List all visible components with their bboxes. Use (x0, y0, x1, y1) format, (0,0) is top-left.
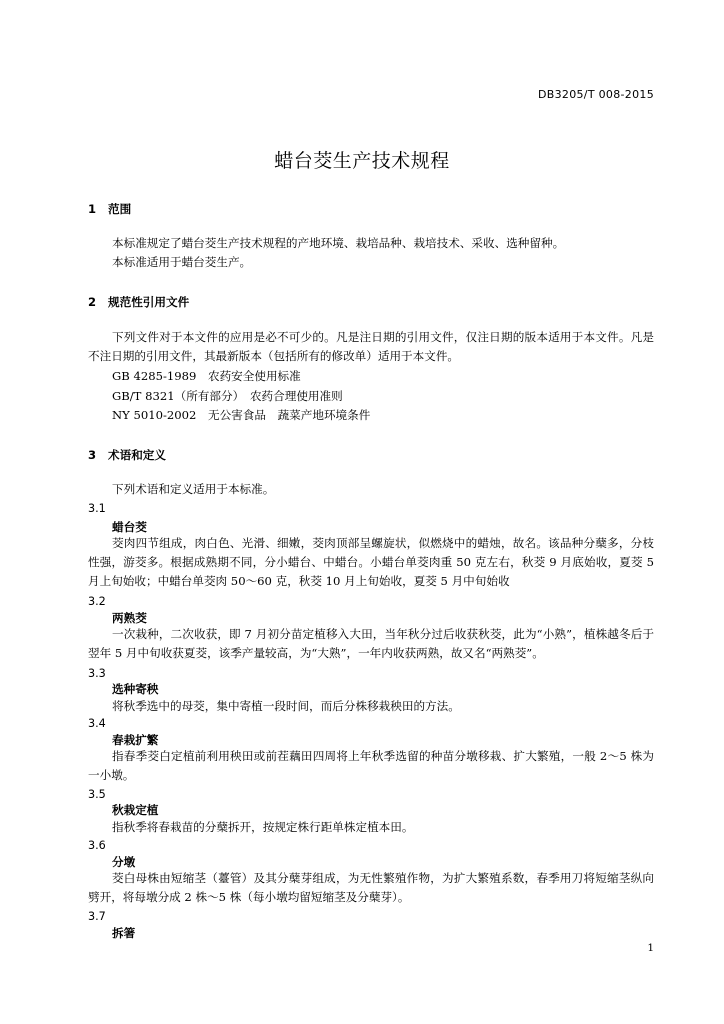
term-name: 春栽扩繁 (112, 733, 159, 747)
term-name: 两熟茭 (112, 611, 147, 625)
term-name: 秋栽定植 (112, 803, 159, 817)
term-definition: 指秋季将春栽苗的分蘖拆开，按规定株行距单株定植本田。 (112, 820, 414, 834)
paragraph: 本标准规定了蜡台茭生产技术规程的产地环境、栽培品种、栽培技术、采收、选种留种。 (112, 236, 565, 250)
term-definition: 茭白母株由短缩茎（薹管）及其分蘖芽组成，为无性繁殖作物，为扩大繁殖系数，春季用刀将短缩茎纵向劈开，将每墩分成 2 株～5 株（每小墩均留短缩茎及分蘖芽）。 (88, 871, 654, 904)
term-name: 分墩 (112, 855, 136, 869)
term-definition: 一次栽种，二次收获，即 7 月初分苗定植移入大田，当年秋分过后收获秋茭，此为“小熟”，植株越冬后于翌年 5 月中旬收获夏茭，该季产量较高，为“大熟”，一年内收获两熟，故又名“两熟茭”。 (88, 627, 654, 660)
reference-item: GB/T 8321（所有部分） 农药合理使用准则 (112, 389, 343, 403)
term-number: 3.6 (88, 839, 106, 852)
section-heading: 3 术语和定义 (88, 448, 166, 462)
term-name: 拆箸 (112, 926, 136, 940)
paragraph: 下列术语和定义适用于本标准。 (112, 482, 275, 496)
section-heading: 1 范围 (88, 202, 132, 216)
term-definition: 茭肉四节组成，肉白色、光滑、细嫩，茭肉顶部呈螺旋状，似燃烧中的蜡烛，故名。该品种分蘖多，分枝性强，游茭多。根据成熟期不同，分小蜡台、中蜡台。小蜡台单茭肉重 50 克左右，秋茭 9 月底始收，夏茭 5 月上旬始收；中蜡台单茭肉 50～60 克，秋茭 10 月上旬始收，夏茭 5 月中旬始收 (88, 536, 654, 588)
term-number: 3.4 (88, 717, 106, 730)
paragraph: 下列文件对于本文件的应用是必不可少的。凡是注日期的引用文件，仅注日期的版本适用于本文件。凡是不注日期的引用文件，其最新版本（包括所有的修改单）适用于本文件。 (88, 330, 654, 363)
reference-item: GB 4285-1989 农药安全使用标准 (112, 369, 301, 383)
doc-code: DB3205/T 008-2015 (538, 88, 654, 101)
term-definition: 将秋季选中的母茭，集中寄植一段时间，而后分株移栽秧田的方法。 (112, 699, 460, 713)
paragraph: 本标准适用于蜡台茭生产。 (112, 255, 252, 269)
term-number: 3.7 (88, 910, 106, 923)
term-number: 3.1 (88, 502, 106, 515)
term-name: 选种寄秧 (112, 682, 159, 696)
term-number: 3.2 (88, 595, 106, 608)
page-number: 1 (647, 942, 654, 954)
term-name: 蜡台茭 (112, 520, 147, 534)
document-title: 蜡台茭生产技术规程 (274, 150, 450, 172)
term-number: 3.3 (88, 667, 106, 680)
reference-item: NY 5010-2002 无公害食品 蔬菜产地环境条件 (112, 408, 371, 422)
term-number: 3.5 (88, 788, 106, 801)
section-heading: 2 规范性引用文件 (88, 295, 190, 309)
term-definition: 指春季茭白定植前利用秧田或前茬藕田四周将上年秋季选留的种苗分墩移栽、扩大繁殖，一般 2～5 株为一小墩。 (88, 749, 654, 782)
